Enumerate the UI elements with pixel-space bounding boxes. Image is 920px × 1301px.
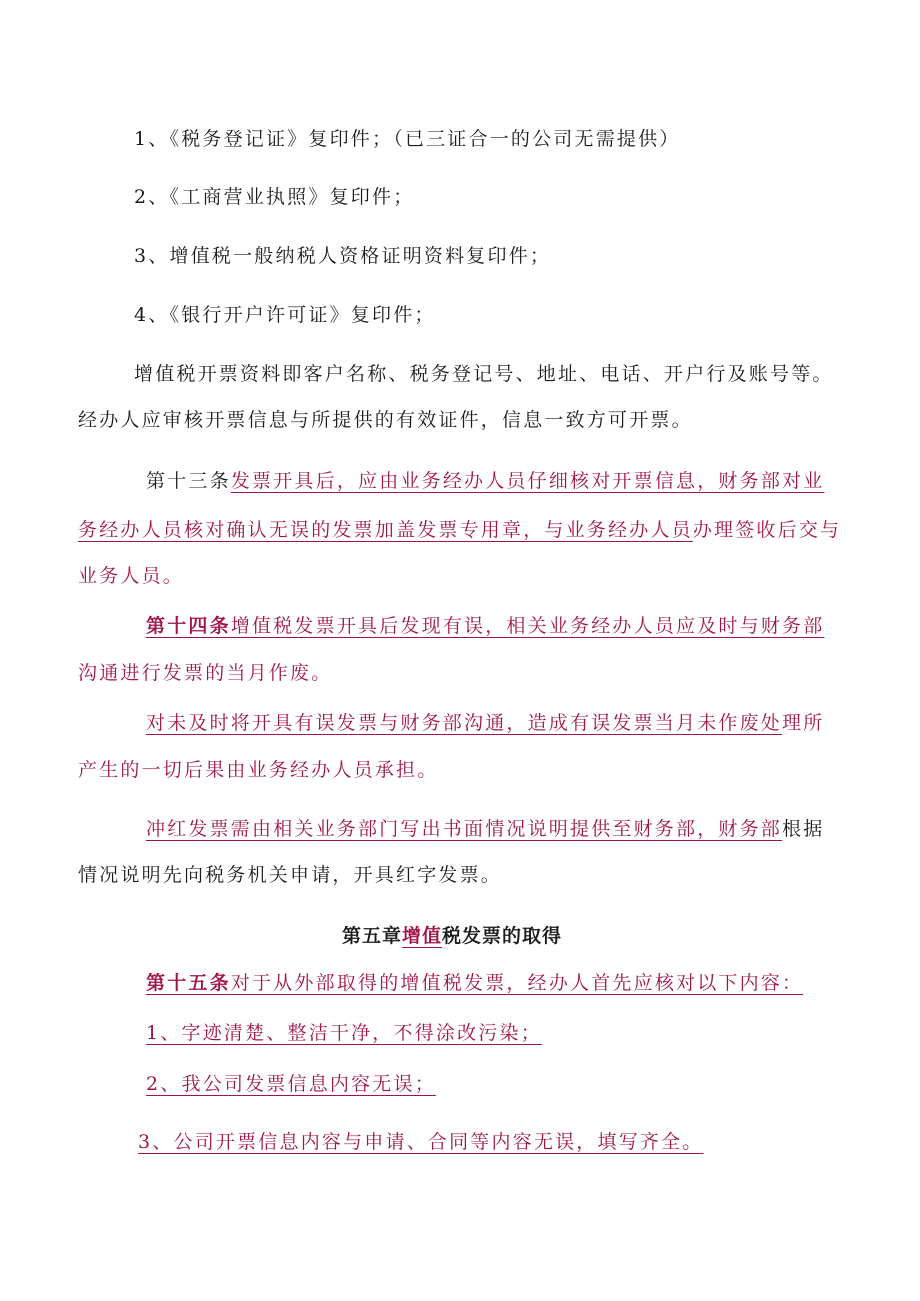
article-label: 第十三条 <box>146 470 231 492</box>
article-label: 第十五条 <box>146 972 231 994</box>
red-invoice-line-1 <box>146 817 824 841</box>
tracked-change-text: 增值 <box>402 925 443 947</box>
list-item: 4、《银行开户许可证》复印件； <box>134 304 436 326</box>
article-13-line-3: 业务人员。 <box>78 565 185 587</box>
article-label: 第十四条 <box>146 615 231 637</box>
tracked-change-text: 对未及时将开具有误发票与财务部沟通，造成有误发票当月未作废处 <box>146 712 783 734</box>
article-15-line <box>146 971 803 995</box>
chapter-heading <box>342 924 562 948</box>
red-invoice-line-2: 情况说明先向税务机关申请，开具红字发票。 <box>78 864 503 886</box>
tracked-change-text: 发票开具后，应由业务经办人员仔细核对开票信息，财务部对业 <box>230 470 825 492</box>
tracked-change-text: 冲红发票需由相关业务部门写出书面情况说明提供至财务部，财务部 <box>146 818 783 840</box>
list-item: 1、字迹清楚、整洁干净，不得涂改污染； <box>146 1022 542 1044</box>
tracked-change-text: 对于从外部取得的增值税发票，经办人首先应核对以下内容： <box>230 972 804 994</box>
list-item: 3、增值税一般纳税人资格证明资料复印件； <box>134 245 552 267</box>
list-item: 2、我公司发票信息内容无误； <box>146 1073 436 1095</box>
paragraph-line: 经办人应审核开票信息与所提供的有效证件，信息一致方可开票。 <box>78 409 693 431</box>
late-paragraph-line-1 <box>146 711 824 735</box>
article-14-line-1 <box>146 614 824 638</box>
tracked-change-text: 增值税发票开具后发现有误，相关业务经办人员应及时与财务部 <box>230 615 825 637</box>
heading-text: 第五章 <box>342 925 403 947</box>
list-item: 2、《工商营业执照》复印件； <box>134 186 415 208</box>
paragraph-line: 增值税开票资料即客户名称、税务登记号、地址、电话、开户行及账号等。 <box>134 363 834 385</box>
paragraph-text: 根据 <box>782 818 825 840</box>
article-14-line-2: 沟通进行发票的当月作废。 <box>78 662 333 684</box>
list-item: 1、《税务登记证》复印件；（已三证合一的公司无需提供） <box>134 128 681 150</box>
list-item: 3、公司开票信息内容与申请、合同等内容无误，填写齐全。 <box>138 1131 704 1153</box>
tracked-change-text: 务经办人员核对确认无误的发票加盖发票专用章，与业务经办人员 <box>78 519 693 541</box>
paragraph-text: 办理签收后交与 <box>692 519 842 541</box>
article-13-line-2 <box>78 518 841 542</box>
paragraph-text: 理所 <box>782 712 825 734</box>
heading-text: 税发票的取得 <box>442 925 563 947</box>
article-13-line-1 <box>146 469 824 493</box>
late-paragraph-line-2: 产生的一切后果由业务经办人员承担。 <box>78 759 439 781</box>
